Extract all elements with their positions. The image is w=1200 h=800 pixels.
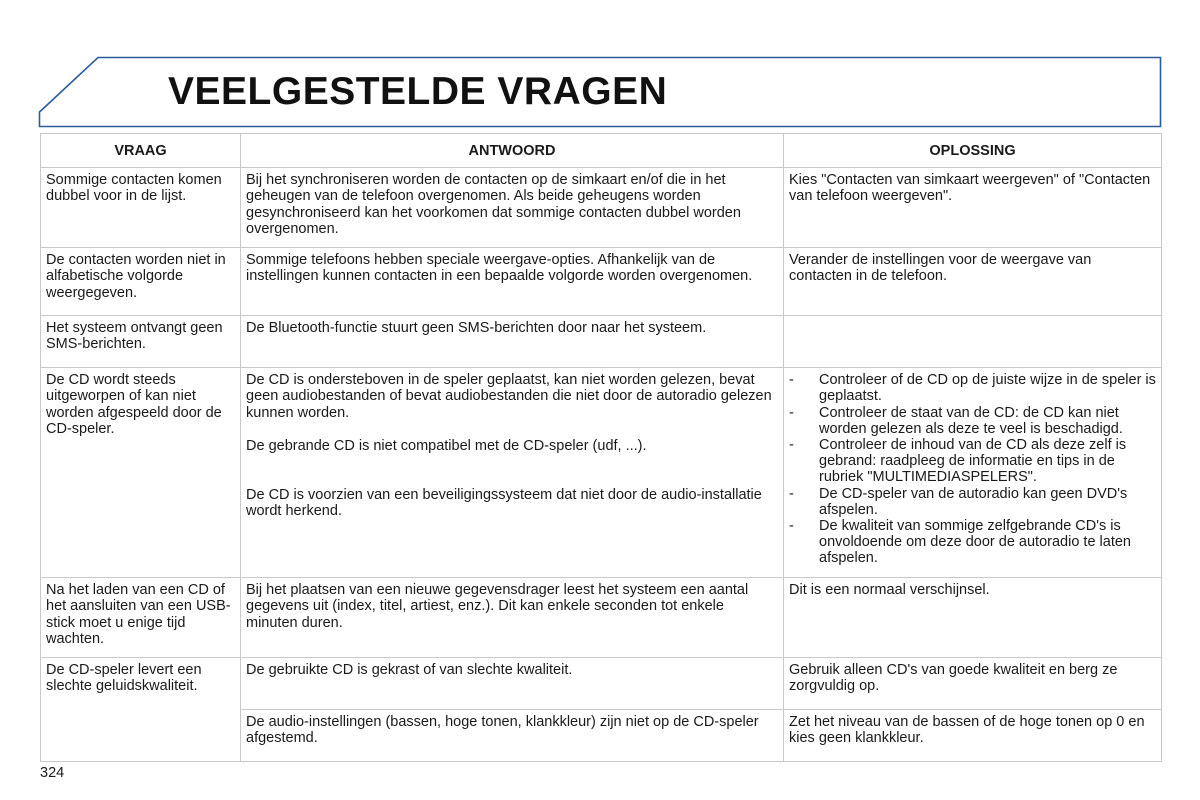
answer-text: De gebruikte CD is gekrast of van slechte kwaliteit. <box>246 662 573 679</box>
list-item-text: De kwaliteit van sommige zelfgebrande CD's is onvoldoende om deze door de autoradio te laten afspelen. <box>819 518 1131 567</box>
page-number: 324 <box>40 765 65 781</box>
solution-cell <box>784 368 1162 578</box>
bullet-dash: - <box>789 437 794 454</box>
question-cell: De contacten worden niet in alfabetische volgorde weergegeven. <box>41 248 241 316</box>
title-banner <box>38 56 1162 128</box>
solution-cell: Kies "Contacten van simkaart weergeven" of "Contacten van telefoon weergeven". <box>784 168 1162 248</box>
solution-list <box>789 372 1156 566</box>
answer-cell <box>241 658 784 710</box>
bullet-dash: - <box>789 485 794 502</box>
question-cell: De CD-speler levert een slechte geluidskwaliteit. <box>41 658 241 762</box>
answer-text: Bij het plaatsen van een nieuwe gegevensdrager leest het systeem een aantal gegevens uit (index, titel, artiest, enz.). Dit kan enkele seconden tot enkele minuten duren. <box>246 582 749 631</box>
table-row <box>41 316 1162 368</box>
list-item <box>789 486 1156 518</box>
solution-cell: Verander de instellingen voor de weergave van contacten in de telefoon. <box>784 248 1162 316</box>
solution-cell: Zet het niveau van de bassen of de hoge tonen op 0 en kies geen klankkleur. <box>784 710 1162 762</box>
table-row <box>41 248 1162 316</box>
answer-text: De CD is voorzien van een beveiligingssysteem dat niet door de audio-installatie wordt herkend. <box>246 487 762 520</box>
list-item <box>789 405 1156 437</box>
column-header-answer: ANTWOORD <box>241 134 784 168</box>
solution-cell <box>784 316 1162 368</box>
faq-table <box>40 133 1162 762</box>
question-cell: De CD wordt steeds uitgeworpen of kan niet worden afgespeeld door de CD-speler. <box>41 368 241 578</box>
answer-text: De gebrande CD is niet compatibel met de CD-speler (udf, ...). <box>246 437 647 454</box>
bullet-dash: - <box>789 518 794 535</box>
question-cell: Het systeem ontvangt geen SMS-berichten. <box>41 316 241 368</box>
answer-text: De audio-instellingen (bassen, hoge tonen, klankkleur) zijn niet op de CD-speler afgestemd. <box>246 714 759 747</box>
table-header-row <box>41 134 1162 168</box>
list-item <box>789 518 1156 567</box>
list-item <box>789 372 1156 404</box>
table-row <box>41 578 1162 658</box>
question-cell: Na het laden van een CD of het aansluiten van een USB-stick moet u enige tijd wachten. <box>41 578 241 658</box>
list-item-text: De CD-speler van de autoradio kan geen DVD's afspelen. <box>819 485 1128 518</box>
answer-cell <box>241 710 784 762</box>
solution-cell: Dit is een normaal verschijnsel. <box>784 578 1162 658</box>
answer-cell <box>241 168 784 248</box>
list-item-text: Controleer de staat van de CD: de CD kan niet worden gelezen als deze te veel is beschadigd. <box>819 404 1123 437</box>
page-title: VEELGESTELDE VRAGEN <box>168 70 668 113</box>
answer-cell <box>241 248 784 316</box>
column-header-solution: OPLOSSING <box>784 134 1162 168</box>
answer-text: De CD is ondersteboven in de speler geplaatst, kan niet worden gelezen, bevat geen audiobestanden of bevat audiobestanden die niet door de autoradio gelezen kunnen worden. <box>246 372 772 421</box>
column-header-question: VRAAG <box>41 134 241 168</box>
answer-text: Sommige telefoons hebben speciale weergave-opties. Afhankelijk van de instellingen kunnen contacten in een bepaalde volgorde worden overgenomen. <box>246 252 753 285</box>
solution-cell: Gebruik alleen CD's van goede kwaliteit en berg ze zorgvuldig op. <box>784 658 1162 710</box>
answer-text: De Bluetooth-functie stuurt geen SMS-berichten door naar het systeem. <box>246 320 707 337</box>
list-item-text: Controleer de inhoud van de CD als deze zelf is gebrand: raadpleeg de informatie en tips in de rubriek "MULTIMEDIASPELERS". <box>819 437 1127 486</box>
bullet-dash: - <box>789 404 794 421</box>
answer-cell <box>241 368 784 578</box>
answer-cell <box>241 316 784 368</box>
table-row <box>41 658 1162 710</box>
answer-text: Bij het synchroniseren worden de contacten op de simkaart en/of die in het geheugen van de telefoon overgenomen. Als beide geheugens worden gesynchroniseerd kan het voorkomen dat sommige contacten dubbel worden overgenomen. <box>246 172 741 237</box>
list-item <box>789 437 1156 486</box>
bullet-dash: - <box>789 372 794 389</box>
answer-cell <box>241 578 784 658</box>
table-row <box>41 368 1162 578</box>
table-row <box>41 168 1162 248</box>
list-item-text: Controleer of de CD op de juiste wijze in de speler is geplaatst. <box>819 372 1156 405</box>
question-cell: Sommige contacten komen dubbel voor in de lijst. <box>41 168 241 248</box>
